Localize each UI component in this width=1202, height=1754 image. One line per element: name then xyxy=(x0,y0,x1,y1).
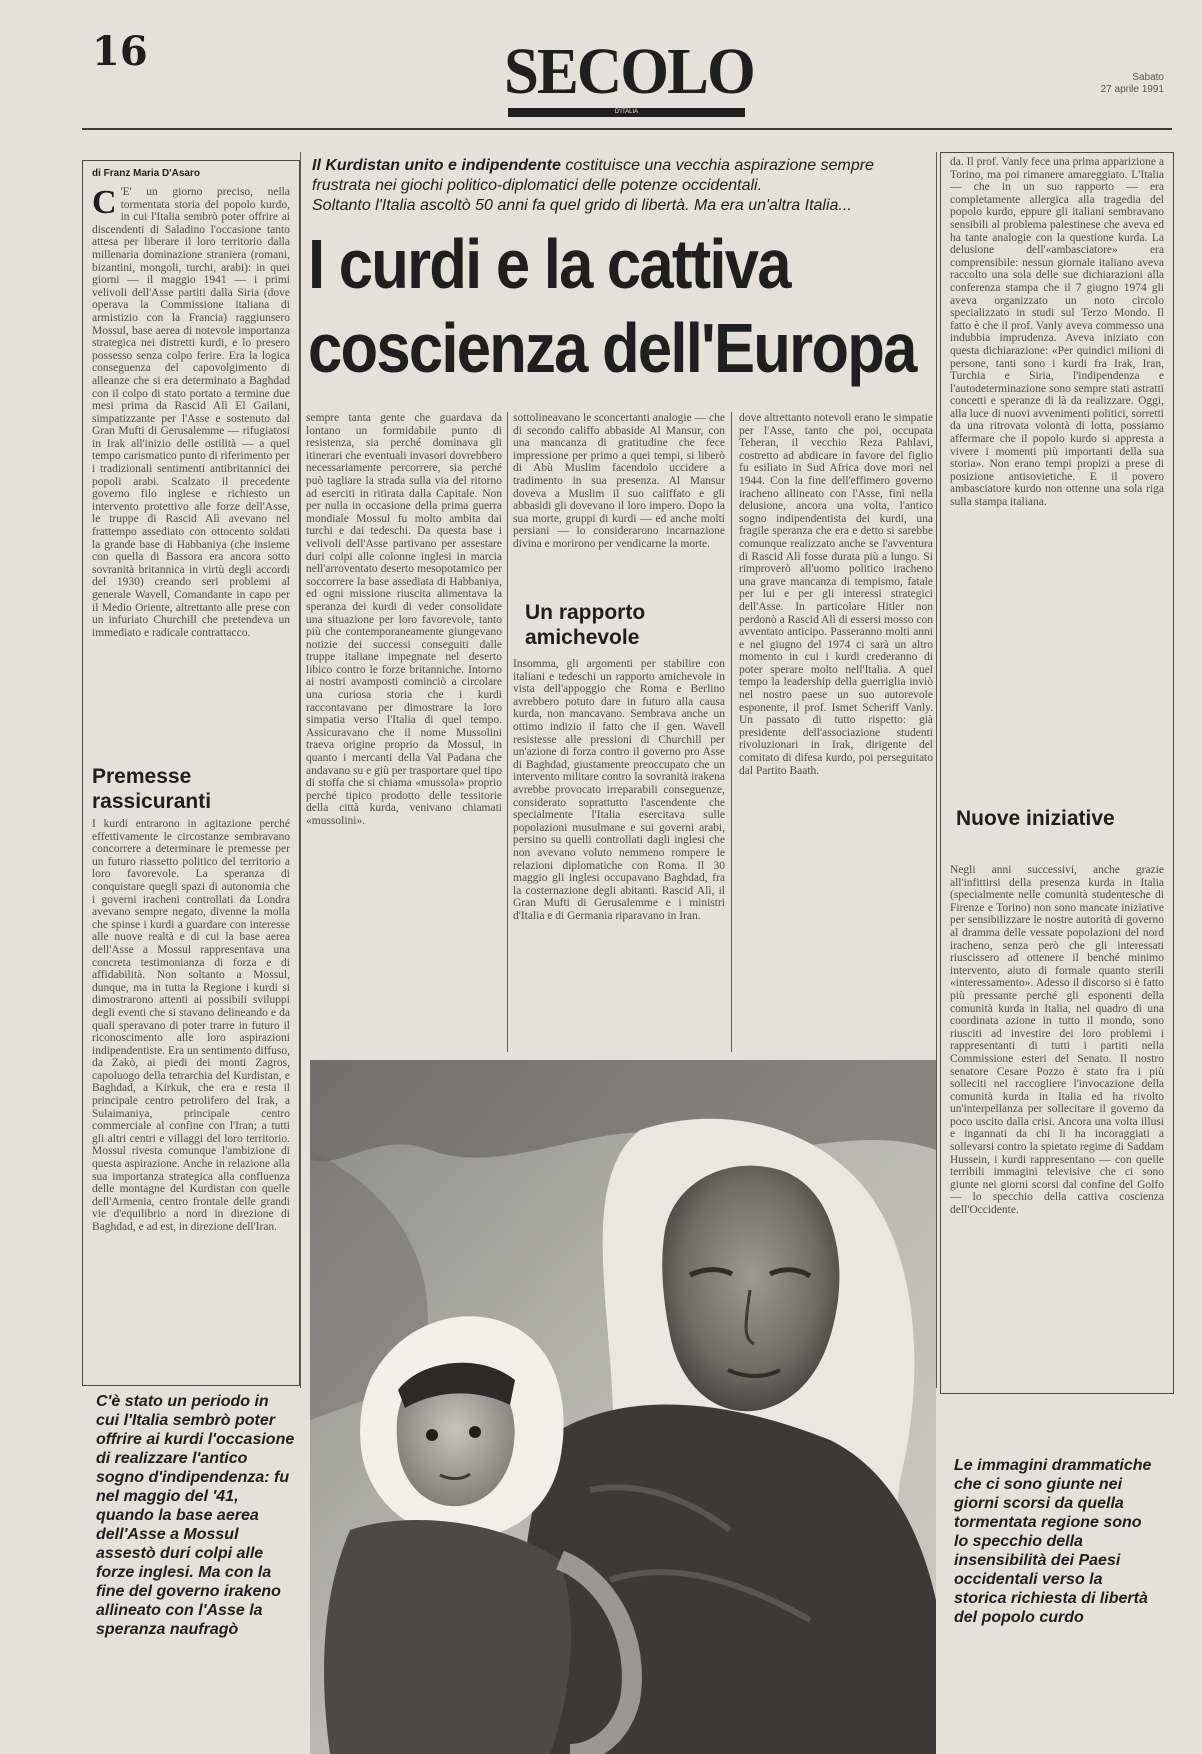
right-column-text-1: da. Il prof. Vanly fece una prima apparizione a Torino, ma poi rimanere amareggiato. L'Italia — che in un suo rapporto — era completamente allergica alla tragedia del popolo kurdo, eppure gli italiani sembravano sensibili al problema palestinese che aveva ed ha tante analogie con la questione kurda. La delusione dell'«ambasciatore» era comprensibile: nessun giornale italiano aveva raccolto una sola delle sue dichiarazioni alla conferenza stampa che il 7 giugno 1974 gli aveva organizzato un noto circolo specializzato in studi sul Terzo Mondo. Il fatto è che il prof. Vanly aveva commesso una indubbia imprudenza. Aveva iniziato con questa dichiarazione: «Per quindici milioni di persone, tanti sono i kurdi fra Irak, Iran, Turchia e Siria, l'indipendenza e l'autodeterminazione sono sempre stati astratti concetti e speranze di là da realizzare. Oggi, alla luce di nuovi avvenimenti politici, sorretti da una ritrovata volontà di lotta, possiamo affermare che il popolo kurdo si appresta a vivere i momenti più importanti della sua storia». Non erano tempi propizi a prese di posizione antisovietiche. E il povero ambasciatore kurdo non ottenne una sola riga sulla stampa italiana. xyxy=(950,156,1164,509)
headline xyxy=(308,222,916,390)
kicker xyxy=(312,156,922,216)
kicker-line-2: Soltanto l'Italia ascoltò 50 anni fa quel grido di libertà. Ma era un'altra Italia... xyxy=(312,197,852,214)
dropcap: C xyxy=(92,186,117,221)
middle-column-1-text: sempre tanta gente che guardava da lontano un formidabile punto di resistenza, sia perché dominava gli itinerari che eventuali invasori dovrebbero necessariamente percorrere, sia perché può tagliare la strada sulla via del ritorno ad eserciti in ritirata dalla Capitale. Non per nulla in occasione della prima guerra mondiale Mossul fu molto ambita dai turchi e dai tedeschi. Da questa base i velivoli dell'Asse partivano per assestare duri colpi alle colonne inglesi in marcia nell'arroventato deserto mesopotamico per soccorrere la base assediata di Habbaniya, ed ogni missione riuscita alimentava la speranza dei kurdi di veder consolidate una situazione per loro favorevole, tanto più che contemporaneamente giungevano notizie dei successi conseguiti dalle truppe italiane impegnate nel deserto libico contro le forze britanniche. Intorno ai nostri avamposti cominciò a circolare una curiosa storia che i kurdi raccontavano per dimostrare la loro simpatia verso l'Italia di quel tempo. Assicuravano che il nome Mussolini traeva origine proprio da Mossul, in quanto i mercanti della Val Padana che andavano su e giù per trasportare quel tipo di stoffa che si chiama «mussola» proprio perché tipico prodotto delle tessitorie della città kurda, venivano chiamati «mussolini». xyxy=(306,412,502,827)
kurdish-woman-child-photo xyxy=(310,1060,936,1754)
kicker-rest: costituisce una vecchia aspirazione sempre frustrata nei giochi politico-diplomatici delle potenze occidentali. xyxy=(312,157,874,194)
subhead-premesse: Premesse rassicuranti xyxy=(92,765,212,813)
subhead-iniziative: Nuove iniziative xyxy=(956,807,1115,830)
left-column-text-1 xyxy=(92,186,290,756)
column-rule xyxy=(936,152,937,1388)
headline-line-1: I curdi e la cattiva xyxy=(308,225,790,303)
masthead-subtitle: D'ITALIA xyxy=(508,108,745,117)
page-number: 16 xyxy=(92,28,148,75)
issue-date: 27 aprile 1991 xyxy=(1100,84,1164,95)
header-rule xyxy=(82,128,1172,130)
column-rule xyxy=(507,412,508,1052)
left-column-text-2: I kurdi entrarono in agitazione perché effettivamente le circostanze sembravano concorrere a determinare le premesse per un futuro riassetto politico del territorio a loro favorevole. La speranza di conquistare quegli spazi di autonomia che i governi iracheni controllati da Londra avevano sempre negato, divenne la molla che spinse i kurdi a guardare con interesse alle nuove realtà e di cui la base aerea dell'Asse a Mossul rappresentava una concreta testimonianza di forza e di affidabilità. Non soltanto a Mossul, dunque, ma in tutta la Regione i kurdi si dimostrarono attenti ai possibili sviluppi degli eventi che si stavano delineando e da quali speravano di poter trarre in futuro il riconoscimento alle loro aspirazioni indipendentiste. Era un sentimento diffuso, da Zakò, ai piedi dei monti Zagros, capoluogo della tetrarchia del Kurdistan, e Baghdad, a Kirkuk, che era e resta il principale centro petrolifero del Irak, a Sulaimaniya, principale centro commerciale al confine con l'Iran; a tutti gli altri centri e villaggi del loro territorio. Mossul rivesta comunque l'ambizione di questa aspirazione. Anche in relazione alla sua importanza strategica alla confluenza delle montagne del Kurdistan con quelle dell'Armenia, centro frontale delle grandi vie d'equilibrio a nord in direzione di Baghdad, e ad est, in direzione dell'Iran. xyxy=(92,818,290,1233)
caption-left: C'è stato un periodo in cui l'Italia sembrò poter offrire ai kurdi l'occasione di realizzare l'antico sogno d'indipendenza: fu nel maggio del '41, quando la base aerea dell'Asse a Mossul assestò duri colpi alle forze inglesi. Ma con la fine del governo irakeno allineato con l'Asse la speranza naufragò xyxy=(96,1393,295,1638)
middle-column-2-text-1: sottolineavano le sconcertanti analogie — che di secondo califfo abbaside Al Mansur, con una mancanza di gratitudine che fece impressione per primo a quei tempi, si liberò di Abù Muslim facendolo uccidere a tradimento in sua presenza. Al Mansur doveva a Muslim il suo califfato e gli abbasidi gli dovevano il loro impero. Dopo la sua morte, gruppi di kurdi — ed anche molti persiani — lo considerarono incarnazione divina e morirono per vendicarne la morte. xyxy=(513,412,725,550)
column-rule xyxy=(300,152,301,1388)
left-column-body-1: 'E' un giorno preciso, nella tormentata storia del popolo kurdo, in cui l'Italia sembrò poter offrire ai discendenti di Saladino l'occasione tanto attesa per liberare il loro territorio dalla millenaria dominazione straniera (romani, bizantini, mongoli, turchi, arabi): in quei giorni — il maggio 1941 — i primi velivoli dell'Asse partiti dalla Siria (dove operava la Commissione italiana di armistizio con la Francia) raggiunsero Mossul, base aerea di notevole importanza strategica nei distretti kurdi, e lo presero possesso senza colpo ferire. Era la logica conseguenza del capovolgimento di alleanze che si era determinato a Baghdad con il colpo di stato portato a termine due mesi prima da Rascid Alì El Gailani, simpatizzante per l'Asse e sostenuto dal Gran Mufti di Gerusalemme — rifugiatosi in Irak all'inizio delle ostilità — a quel tempo carismatico punto di riferimento per i tradizionali sentimenti antibritannici dei popoli arabi. Scalzato il precedente governo filo inglese e richiesto un intervento protettivo alle forze dell'Asse, le truppe di Rascid Alì avevano nel frattempo assediato con ottocento soldati la grande base di Habbaniya (che insieme con quella di Bassora era ancora sotto sovranità britannica in virtù degli accordi del 1930) creando seri problemi al generale Wavell, Comandante in capo per il Medio Oriente, altrettanto alle prese con un infuriato Churchill che pretendeva un immediato e radicale contrattacco. xyxy=(92,186,290,639)
photo-child-body xyxy=(324,1520,571,1754)
subhead-rapporto: Un rapporto amichevole xyxy=(525,601,646,649)
headline-line-2: coscienza dell'Europa xyxy=(308,309,916,387)
weekday: Sabato xyxy=(1132,72,1164,83)
kicker-strong: Il Kurdistan unito e indipendente xyxy=(312,157,561,174)
column-rule xyxy=(731,412,732,1052)
masthead xyxy=(504,35,754,120)
newspaper-title: SECOLO xyxy=(504,35,754,108)
middle-column-2-text-2: Insomma, gli argomenti per stabilire con italiani e tedeschi un rapporto amichevole in vista dell'appoggio che Roma e Berlino avrebbero potuto dare in futuro alla causa kurda, non mancavano. Sembrava anche un ottimo indizio il fatto che il gen. Wavell resistesse alle pressioni di Churchill per un'azione di forza contro il governo pro Asse di Baghdad, giustamente preoccupato che un intervento militare contro la sovranità irakena avrebbe provocato irreparabili conseguenze, considerato soprattutto l'ascendente che specialmente l'Italia esercitava sulle popolazioni musulmane e sui governi arabi, persino su quelli controllati dagli inglesi che non avevano voluto nemmeno rompere le relazioni diplomatiche con Roma. Il 30 maggio gli inglesi occupavano Baghdad, fra la costernazione degli abitanti. Rascid Alì, il Gran Mufti di Gerusalemme e i ministri d'Italia e di Germania riparavano in Iran. xyxy=(513,658,725,922)
middle-column-3-text: dove altrettanto notevoli erano le simpatie per l'Asse, tanto che poi, occupata Teheran, il vecchio Reza Pahlavi, costretto ad abdicare in favore del figlio fu esiliato in Sud Africa dove morì nel 1944. Con la fine dell'effimero governo iracheno allineato con l'Asse, finì nella delusione, ancora una volta, l'antico sogno indipendentista dei kurdi, una fragile speranza che era e detto si sarebbe comunque realizzato anche se l'avventura di Rascid Alì fosse durata più a lungo. Si rimproverò all'uomo politico iracheno una grave mancanza di tempismo, fatale per lui e per gli interessi strategici dell'Asse. In particolare Hitler non perdonò a Rascid Alì di essersi mosso con avventato anticipo. Passeranno molti anni e nel giugno del 1974 ci sarà un altro momento in cui i kurdi crederanno di poter sperare molto nell'Italia. A quel tempo la leadership della guerriglia inviò nel nostro paese un suo autorevole esponente, il prof. Ismet Scheriff Vanly. Un passato di tutto rispetto: già presidente dell'associazione studenti rivoluzionari in Irak, dirigente del comitato di difesa kurdo, poi perseguitato dal Partito Baath. xyxy=(739,412,933,777)
byline: di Franz Maria D'Asaro xyxy=(92,168,200,179)
date-block xyxy=(1054,72,1164,96)
caption-right: Le immagini drammatiche che ci sono giunte nei giorni scorsi da quella tormentata regione sono lo specchio della insensibilità dei Paesi occidentali verso la storica richiesta di libertà del popolo curdo xyxy=(954,1457,1152,1626)
right-column-text-2: Negli anni successivi, anche grazie all'infittirsi della presenza kurda in Italia (specialmente nelle comunità studentesche di Firenze e Torino) non sono mancate iniziative per sensibilizzare le nostre autorità di governo al dramma delle vessate popolazioni del nord iracheno, senza però che gli interessati riuscissero ad ottenere il benché minimo intervento, aiuto di formale quanto sterili «interessamento». Adesso il discorso si è fatto più pressante perché gli esponenti della comunità kurda in Italia, nel quadro di una coordinata azione in tutto il mondo, sono riusciti ad investire dei loro problemi i rappresentanti di tutti i partiti nella Commissione esteri del Senato. Il nostro senatore Cesare Pozzo è stato fra i più solleciti nel raccogliere l'invocazione della comunità kurda in Italia ed ha rivolto un'interpellanza per sollecitare il governo da poco uscito dalla crisi. Ancora una volta illusi e ingannati da chi li ha incoraggiati a sollevarsi contro la spietato regime di Saddam Hussein, i kurdi rappresentano — con quelle terribili immagini televisive che ci sono giunte nei giorni scorsi dal confine del Golfo — lo specchio della cattiva coscienza dell'Occidente. xyxy=(950,864,1164,1217)
